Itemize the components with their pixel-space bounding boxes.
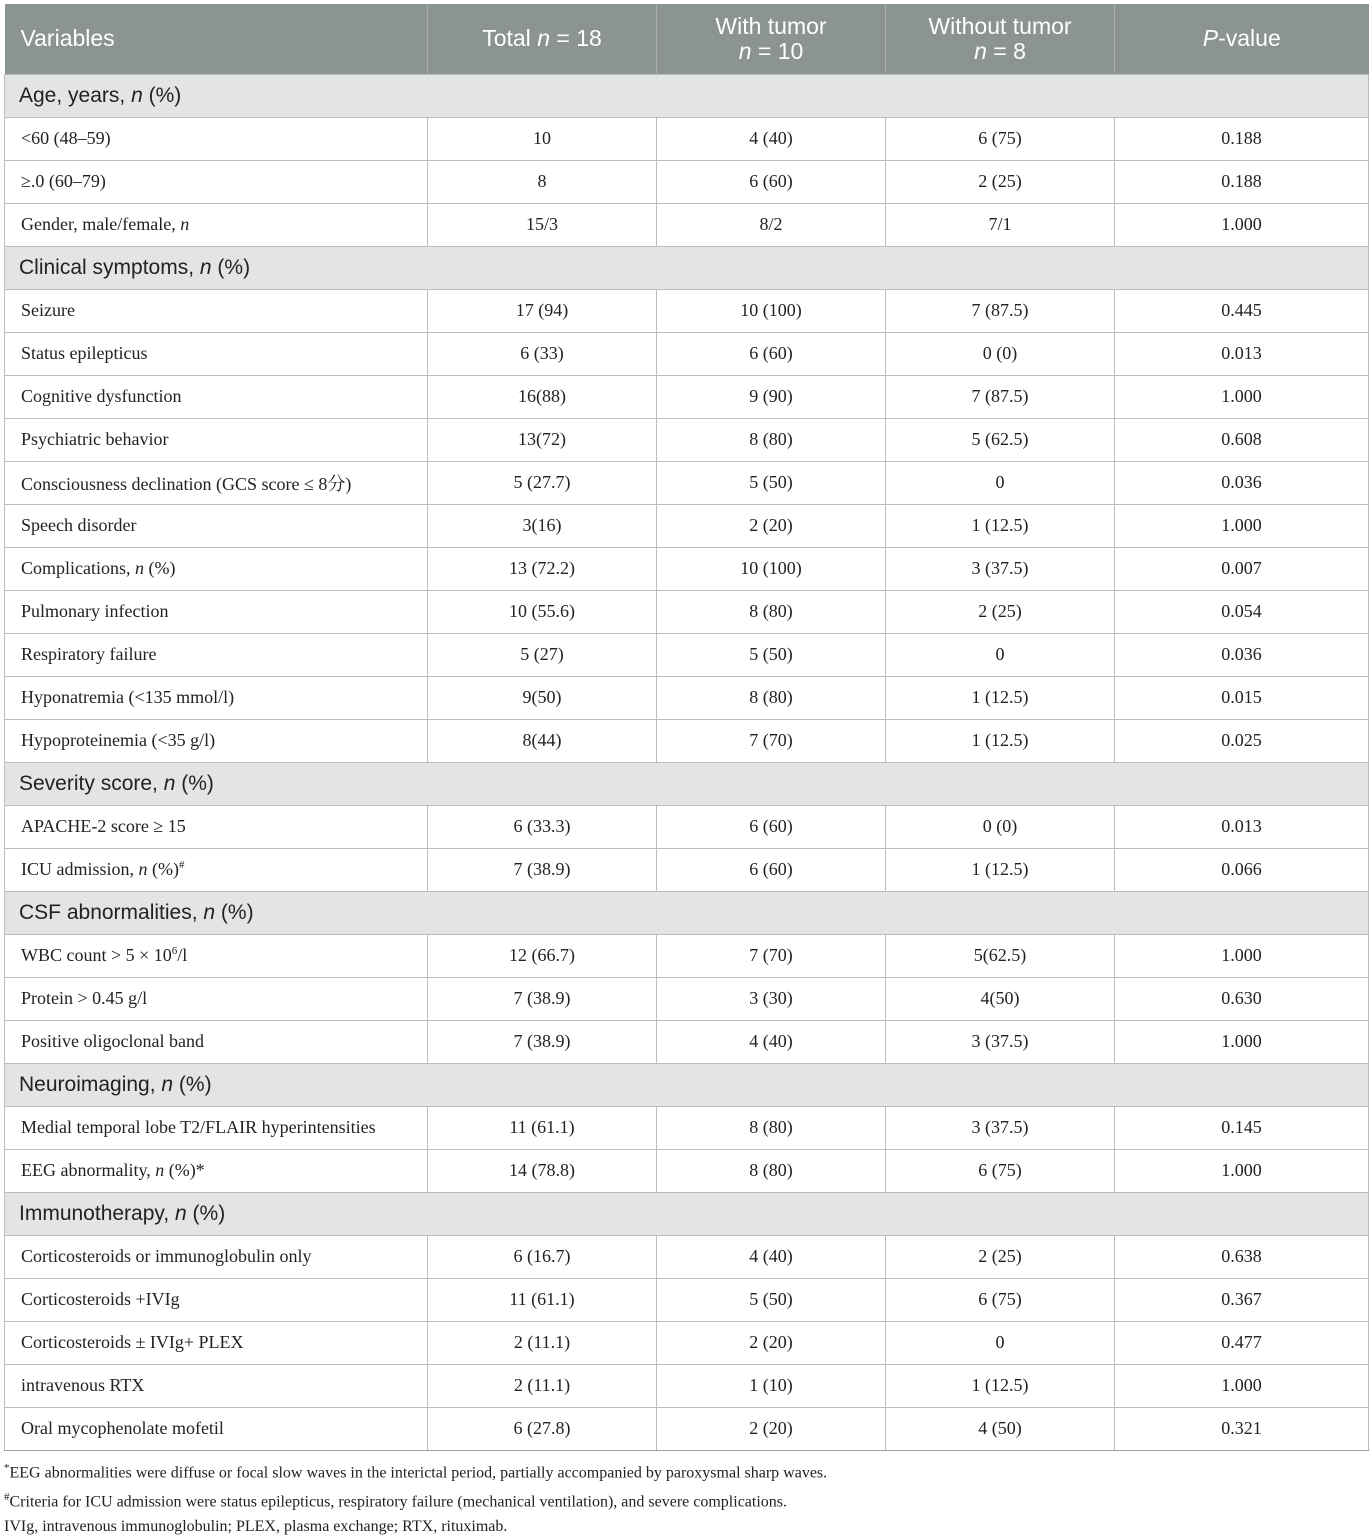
cell-with-tumor: 6 (60)	[657, 848, 886, 891]
cell-without-tumor: 6 (75)	[886, 1149, 1115, 1192]
row-label: Corticosteroids ± IVIg+ PLEX	[5, 1321, 428, 1364]
cell-without-tumor: 2 (25)	[886, 160, 1115, 203]
cell-without-tumor: 2 (25)	[886, 1235, 1115, 1278]
cell-with-tumor: 4 (40)	[657, 117, 886, 160]
cell-p-value: 0.630	[1115, 977, 1369, 1020]
cell-p-value: 0.188	[1115, 160, 1369, 203]
cell-without-tumor: 7 (87.5)	[886, 375, 1115, 418]
row-label: Medial temporal lobe T2/FLAIR hyperintensities	[5, 1106, 428, 1149]
cell-total: 3(16)	[428, 504, 657, 547]
row-label: Protein > 0.45 g/l	[5, 977, 428, 1020]
table-row	[5, 1020, 1369, 1063]
header-variables: Variables	[5, 4, 428, 74]
cell-without-tumor: 0 (0)	[886, 805, 1115, 848]
row-label: Speech disorder	[5, 504, 428, 547]
table-row	[5, 160, 1369, 203]
section-label: Clinical symptoms, n (%)	[5, 246, 1369, 289]
cell-p-value: 0.013	[1115, 805, 1369, 848]
cell-with-tumor: 3 (30)	[657, 977, 886, 1020]
cell-with-tumor: 8 (80)	[657, 676, 886, 719]
cell-without-tumor: 7 (87.5)	[886, 289, 1115, 332]
cell-total: 14 (78.8)	[428, 1149, 657, 1192]
table-row	[5, 590, 1369, 633]
row-label: Consciousness declination (GCS score ≤ 8分)	[5, 461, 428, 504]
section-row-immunotherapy	[5, 1192, 1369, 1235]
row-label: Hypoproteinemia (<35 g/l)	[5, 719, 428, 762]
cell-p-value: 1.000	[1115, 504, 1369, 547]
clinical-characteristics-table	[4, 4, 1369, 1451]
cell-without-tumor: 7/1	[886, 203, 1115, 246]
row-label: Status epilepticus	[5, 332, 428, 375]
cell-with-tumor: 7 (70)	[657, 934, 886, 977]
cell-total: 7 (38.9)	[428, 1020, 657, 1063]
cell-total: 5 (27)	[428, 633, 657, 676]
cell-p-value: 0.025	[1115, 719, 1369, 762]
cell-p-value: 0.066	[1115, 848, 1369, 891]
section-row-severity	[5, 762, 1369, 805]
section-label: Neuroimaging, n (%)	[5, 1063, 1369, 1106]
cell-total: 7 (38.9)	[428, 848, 657, 891]
cell-with-tumor: 1 (10)	[657, 1364, 886, 1407]
cell-p-value: 1.000	[1115, 375, 1369, 418]
cell-total: 15/3	[428, 203, 657, 246]
cell-p-value: 0.477	[1115, 1321, 1369, 1364]
cell-p-value: 0.145	[1115, 1106, 1369, 1149]
row-label: Corticosteroids +IVIg	[5, 1278, 428, 1321]
section-label: Severity score, n (%)	[5, 762, 1369, 805]
cell-p-value: 0.638	[1115, 1235, 1369, 1278]
cell-total: 13(72)	[428, 418, 657, 461]
header-p-value: P-value	[1115, 4, 1369, 74]
cell-without-tumor: 0	[886, 1321, 1115, 1364]
row-label: ICU admission, n (%)#	[5, 848, 428, 891]
cell-p-value: 0.036	[1115, 633, 1369, 676]
row-label: APACHE-2 score ≥ 15	[5, 805, 428, 848]
table-row	[5, 1106, 1369, 1149]
table-row	[5, 934, 1369, 977]
row-label: Positive oligoclonal band	[5, 1020, 428, 1063]
cell-total: 16(88)	[428, 375, 657, 418]
cell-with-tumor: 6 (60)	[657, 160, 886, 203]
header-total: Total n = 18	[428, 4, 657, 74]
table-row	[5, 203, 1369, 246]
section-row-neuroimaging	[5, 1063, 1369, 1106]
cell-total: 2 (11.1)	[428, 1364, 657, 1407]
cell-without-tumor: 0	[886, 461, 1115, 504]
row-label: Hyponatremia (<135 mmol/l)	[5, 676, 428, 719]
table-row	[5, 1321, 1369, 1364]
table-row	[5, 418, 1369, 461]
cell-total: 11 (61.1)	[428, 1106, 657, 1149]
cell-p-value: 1.000	[1115, 203, 1369, 246]
row-label: Oral mycophenolate mofetil	[5, 1407, 428, 1450]
header-with-tumor: With tumor n = 10	[657, 4, 886, 74]
row-label: Seizure	[5, 289, 428, 332]
cell-p-value: 0.321	[1115, 1407, 1369, 1450]
section-row-clinical	[5, 246, 1369, 289]
section-row-age	[5, 74, 1369, 117]
cell-p-value: 0.608	[1115, 418, 1369, 461]
cell-total: 8	[428, 160, 657, 203]
cell-p-value: 1.000	[1115, 934, 1369, 977]
cell-with-tumor: 6 (60)	[657, 332, 886, 375]
table-row	[5, 461, 1369, 504]
cell-p-value: 0.007	[1115, 547, 1369, 590]
cell-without-tumor: 6 (75)	[886, 1278, 1115, 1321]
cell-p-value: 1.000	[1115, 1149, 1369, 1192]
cell-total: 9(50)	[428, 676, 657, 719]
table-row	[5, 848, 1369, 891]
cell-p-value: 0.367	[1115, 1278, 1369, 1321]
cell-without-tumor: 1 (12.5)	[886, 676, 1115, 719]
cell-with-tumor: 8 (80)	[657, 418, 886, 461]
footnote-icu: #Criteria for ICU admission were status epilepticus, respiratory failure (mechanical ventilation), and severe complications.	[4, 1491, 788, 1511]
cell-with-tumor: 6 (60)	[657, 805, 886, 848]
cell-total: 10 (55.6)	[428, 590, 657, 633]
cell-with-tumor: 7 (70)	[657, 719, 886, 762]
table-row	[5, 547, 1369, 590]
cell-without-tumor: 2 (25)	[886, 590, 1115, 633]
cell-with-tumor: 10 (100)	[657, 547, 886, 590]
cell-with-tumor: 4 (40)	[657, 1235, 886, 1278]
cell-with-tumor: 2 (20)	[657, 504, 886, 547]
cell-p-value: 1.000	[1115, 1364, 1369, 1407]
table-row	[5, 332, 1369, 375]
cell-total: 11 (61.1)	[428, 1278, 657, 1321]
cell-without-tumor: 1 (12.5)	[886, 848, 1115, 891]
table-row	[5, 1149, 1369, 1192]
cell-total: 2 (11.1)	[428, 1321, 657, 1364]
cell-total: 6 (27.8)	[428, 1407, 657, 1450]
cell-with-tumor: 2 (20)	[657, 1407, 886, 1450]
cell-total: 6 (33)	[428, 332, 657, 375]
cell-without-tumor: 4 (50)	[886, 1407, 1115, 1450]
table-row	[5, 1278, 1369, 1321]
cell-total: 12 (66.7)	[428, 934, 657, 977]
row-label: ≥.0 (60–79)	[5, 160, 428, 203]
row-label: Psychiatric behavior	[5, 418, 428, 461]
cell-total: 6 (33.3)	[428, 805, 657, 848]
cell-without-tumor: 3 (37.5)	[886, 1020, 1115, 1063]
cell-without-tumor: 0	[886, 633, 1115, 676]
cell-with-tumor: 8/2	[657, 203, 886, 246]
cell-p-value: 0.015	[1115, 676, 1369, 719]
cell-total: 10	[428, 117, 657, 160]
cell-without-tumor: 0 (0)	[886, 332, 1115, 375]
cell-total: 7 (38.9)	[428, 977, 657, 1020]
section-label: CSF abnormalities, n (%)	[5, 891, 1369, 934]
cell-without-tumor: 1 (12.5)	[886, 719, 1115, 762]
cell-total: 13 (72.2)	[428, 547, 657, 590]
cell-p-value: 0.188	[1115, 117, 1369, 160]
results-table-container	[4, 4, 1368, 1451]
table-row	[5, 1235, 1369, 1278]
cell-without-tumor: 5 (62.5)	[886, 418, 1115, 461]
table-footnotes	[4, 1456, 1368, 1539]
cell-without-tumor: 6 (75)	[886, 117, 1115, 160]
cell-with-tumor: 4 (40)	[657, 1020, 886, 1063]
footnote-eeg: *EEG abnormalities were diffuse or focal slow waves in the interictal period, partially accompanied by paroxysmal sharp waves.	[4, 1462, 828, 1482]
table-row	[5, 633, 1369, 676]
cell-without-tumor: 5(62.5)	[886, 934, 1115, 977]
cell-without-tumor: 1 (12.5)	[886, 504, 1115, 547]
row-label: Pulmonary infection	[5, 590, 428, 633]
cell-without-tumor: 3 (37.5)	[886, 1106, 1115, 1149]
cell-without-tumor: 3 (37.5)	[886, 547, 1115, 590]
cell-without-tumor: 1 (12.5)	[886, 1364, 1115, 1407]
row-label: Gender, male/female, n	[5, 203, 428, 246]
cell-with-tumor: 2 (20)	[657, 1321, 886, 1364]
cell-p-value: 0.013	[1115, 332, 1369, 375]
row-label: WBC count > $5 \times 10^6/l$	[5, 934, 428, 977]
table-row	[5, 676, 1369, 719]
row-label: <60 (48–59)	[5, 117, 428, 160]
cell-p-value: 1.000	[1115, 1020, 1369, 1063]
cell-p-value: 0.036	[1115, 461, 1369, 504]
cell-with-tumor: 8 (80)	[657, 1106, 886, 1149]
table-row	[5, 719, 1369, 762]
row-label: Complications, n (%)	[5, 547, 428, 590]
cell-with-tumor: 5 (50)	[657, 1278, 886, 1321]
footnote-abbreviations: IVIg, intravenous immunoglobulin; PLEX, plasma exchange; RTX, rituximab.	[4, 1517, 508, 1535]
section-label: Immunotherapy, n (%)	[5, 1192, 1369, 1235]
table-row	[5, 289, 1369, 332]
cell-without-tumor: 4(50)	[886, 977, 1115, 1020]
row-label: Cognitive dysfunction	[5, 375, 428, 418]
cell-total: 17 (94)	[428, 289, 657, 332]
cell-total: 6 (16.7)	[428, 1235, 657, 1278]
cell-with-tumor: 10 (100)	[657, 289, 886, 332]
cell-with-tumor: 5 (50)	[657, 633, 886, 676]
row-label: Corticosteroids or immunoglobulin only	[5, 1235, 428, 1278]
header-without-tumor: Without tumor n = 8	[886, 4, 1115, 74]
section-label: Age, years, n (%)	[5, 74, 1369, 117]
row-label: Respiratory failure	[5, 633, 428, 676]
row-label: intravenous RTX	[5, 1364, 428, 1407]
cell-with-tumor: 8 (80)	[657, 590, 886, 633]
cell-with-tumor: 9 (90)	[657, 375, 886, 418]
table-row	[5, 977, 1369, 1020]
cell-p-value: 0.445	[1115, 289, 1369, 332]
table-row	[5, 805, 1369, 848]
section-row-csf	[5, 891, 1369, 934]
cell-total: 8(44)	[428, 719, 657, 762]
cell-total: 5 (27.7)	[428, 461, 657, 504]
table-header-row	[5, 4, 1369, 74]
cell-with-tumor: 8 (80)	[657, 1149, 886, 1192]
table-row	[5, 504, 1369, 547]
table-row	[5, 375, 1369, 418]
cell-p-value: 0.054	[1115, 590, 1369, 633]
table-row	[5, 117, 1369, 160]
cell-with-tumor: 5 (50)	[657, 461, 886, 504]
table-row	[5, 1407, 1369, 1450]
row-label: EEG abnormality, n (%)*	[5, 1149, 428, 1192]
table-row	[5, 1364, 1369, 1407]
